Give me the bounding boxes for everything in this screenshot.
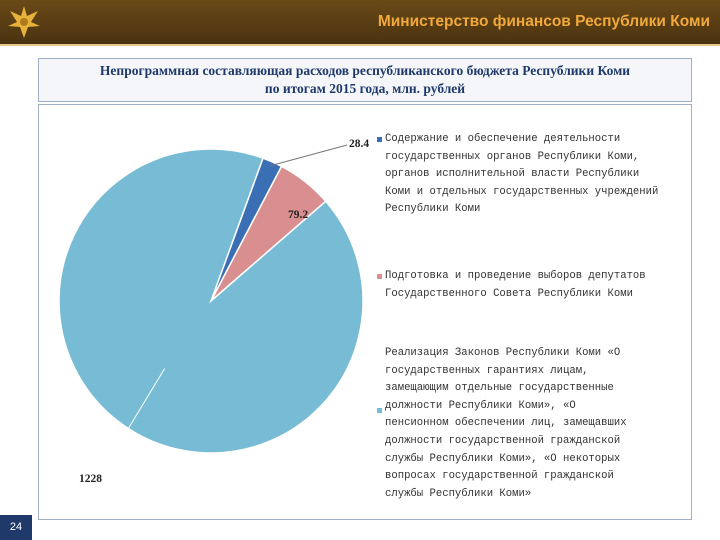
legend-text: должности Республики Коми», «О [385, 399, 576, 412]
data-label-0: 28.4 [349, 138, 370, 150]
legend-text: Реализация Законов Республики Коми «О [385, 347, 621, 359]
data-label-2: 1228 [79, 473, 102, 485]
slide-title-line-2: по итогам 2015 года, млн. рублей [264, 81, 466, 96]
slide-title [38, 58, 692, 102]
slide-title-line-1: Непрограммная составляющая расходов республиканского бюджета Республики Коми [99, 63, 631, 78]
legend-text: Коми и отдельных государственных учреждений [385, 185, 659, 198]
legend-text: замещающим отдельные государственные [385, 382, 614, 395]
page-number: 24 [0, 515, 32, 540]
chart-frame [38, 104, 692, 520]
legend-swatch-1 [377, 274, 382, 279]
data-label-1: 79.2 [288, 209, 309, 221]
legend-text: Содержание и обеспечение деятельности [385, 133, 621, 145]
legend-text: службы Республики Коми» [385, 487, 532, 500]
legend-swatch-2 [377, 408, 382, 413]
legend-text: пенсионном обеспечении лиц, замещавших [385, 417, 627, 430]
legend-item-0 [385, 131, 658, 219]
legend-item-2 [385, 345, 627, 503]
legend-text: службы Республики Коми», «О некоторых [385, 452, 621, 465]
legend-text: Подготовка и проведение выборов депутатов [385, 270, 646, 282]
coat-of-arms-icon [4, 2, 44, 42]
legend-item-1 [385, 268, 646, 303]
legend-text: должности государственной гражданской [385, 434, 621, 447]
leader-line-0 [271, 145, 347, 166]
legend-swatch-0 [377, 137, 382, 142]
header-divider [0, 44, 720, 46]
header-bar [0, 0, 720, 44]
legend-text: Республики Коми [385, 203, 481, 216]
ministry-title: Министерство финансов Республики Коми [377, 13, 710, 30]
legend-text: органов исполнительной власти Республики [385, 168, 640, 181]
legend-text: государственных гарантиях лицам, [385, 364, 589, 377]
legend-text: государственных органов Республики Коми, [385, 150, 640, 163]
legend-text: Государственного Совета Республики Коми [385, 287, 633, 300]
legend-text: вопросах государственной гражданской [385, 470, 614, 483]
